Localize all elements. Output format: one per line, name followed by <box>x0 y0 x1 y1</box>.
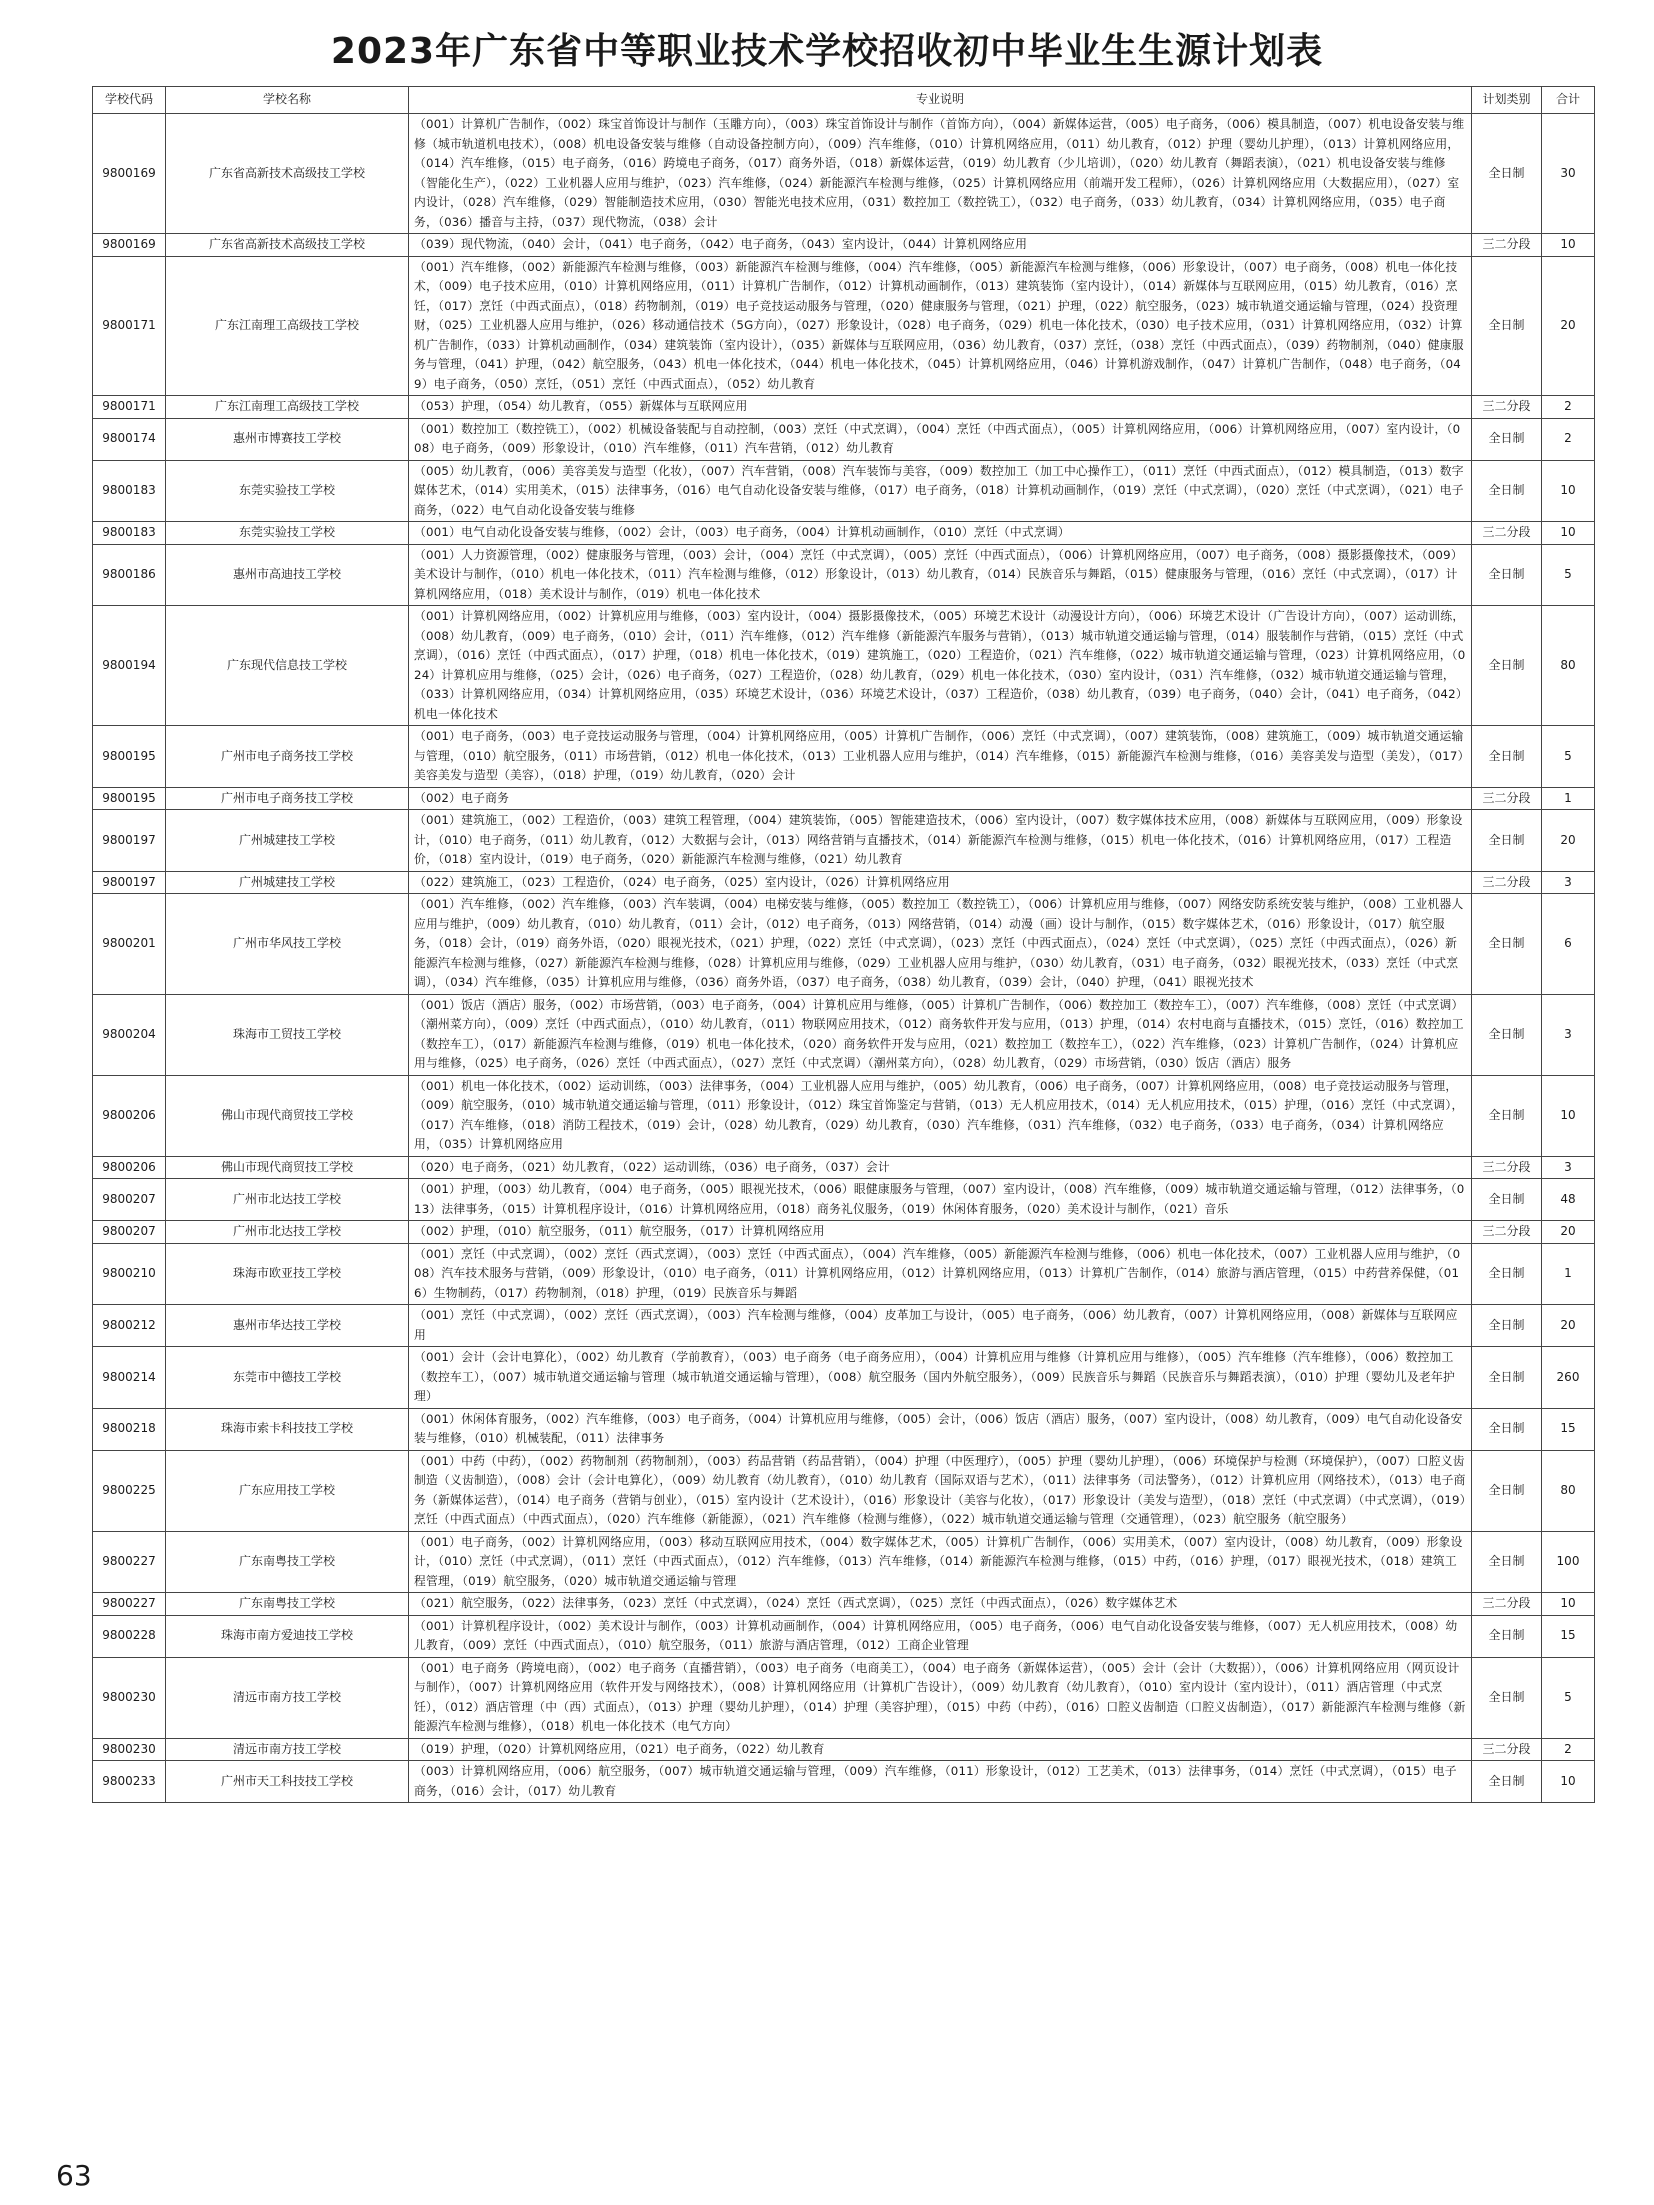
page-number: 63 <box>56 2159 92 2192</box>
table-row <box>93 1761 1595 1803</box>
table-row <box>93 1408 1595 1450</box>
cell-total: 3 <box>1542 871 1595 894</box>
table-header-row <box>93 87 1595 114</box>
cell-total: 6 <box>1542 894 1595 995</box>
cell-school-code: 9800195 <box>93 726 166 788</box>
cell-major-description: （001）电气自动化设备安装与维修，（002）会计，（003）电子商务，（004）计算机动画制作，（010）烹饪（中式烹调） <box>409 522 1472 545</box>
cell-major-description: （001）计算机广告制作，（002）珠宝首饰设计与制作（玉雕方向），（003）珠宝首饰设计与制作（首饰方向），（004）新媒体运营，（005）电子商务，（006）模具制造，（007）机电设备安装与维修（城市轨道机电技术），（008）机电设备安装与维修（自动设备控制方向），（009）汽车维修，（010）计算机网络应用，（011）幼儿教育，（012）护理（婴幼儿护理），（013）计算机网络应用，（014）汽车维修，（015）电子商务，（016）跨境电子商务，（017）商务外语，（018）新媒体运营，（019）幼儿教育（少儿培训），（020）幼儿教育（舞蹈表演），（021）机电设备安装与维修（智能化生产），（022）工业机器人应用与维护，（023）汽车维修，（024）新能源汽车检测与维修，（025）计算机网络应用（前端开发工程师），（026）计算机网络应用（大数据应用），（027）室内设计，（028）汽车维修，（029）智能制造技术应用，（030）智能光电技术应用，（031）数控加工（数控铣工），（032）电子商务，（033）幼儿教育，（034）计算机网络应用，（035）电子商务，（036）播音与主持，（037）现代物流，（038）会计 <box>409 114 1472 234</box>
cell-major-description: （039）现代物流，（040）会计，（041）电子商务，（042）电子商务，（043）室内设计，（044）计算机网络应用 <box>409 234 1472 257</box>
cell-major-description: （001）计算机网络应用，（002）计算机应用与维修，（003）室内设计，（004）摄影摄像技术，（005）环境艺术设计（动漫设计方向），（006）环境艺术设计（广告设计方向），（007）运动训练，（008）幼儿教育，（009）电子商务，（010）会计，（011）汽车维修，（012）汽车维修（新能源汽车服务与营销），（013）城市轨道交通运输与管理，（014）服装制作与营销，（015）烹饪（中式烹调），（016）烹饪（中西式面点），（017）护理，（018）机电一体化技术，（019）建筑施工，（020）工程造价，（021）汽车维修，（022）城市轨道交通运输与管理，（023）计算机网络应用，（024）计算机应用与维修，（025）会计，（026）电子商务，（027）工程造价，（028）幼儿教育，（029）机电一体化技术，（030）室内设计，（031）汽车维修，（032）城市轨道交通运输与管理，（033）计算机网络应用，（034）计算机网络应用，（035）环境艺术设计，（036）环境艺术设计，（037）工程造价，（038）幼儿教育，（039）电子商务，（040）会计，（041）电子商务，（042）机电一体化技术 <box>409 606 1472 726</box>
cell-plan-type: 全日制 <box>1472 1761 1542 1803</box>
cell-total: 5 <box>1542 544 1595 606</box>
table-row <box>93 1075 1595 1156</box>
cell-plan-type: 全日制 <box>1472 418 1542 460</box>
cell-total: 100 <box>1542 1531 1595 1593</box>
cell-plan-type: 全日制 <box>1472 1450 1542 1531</box>
cell-school-name: 广东江南理工高级技工学校 <box>166 256 409 396</box>
cell-school-name: 广东应用技工学校 <box>166 1450 409 1531</box>
cell-school-name: 惠州市华达技工学校 <box>166 1305 409 1347</box>
cell-school-name: 广州市天工科技技工学校 <box>166 1761 409 1803</box>
table-row <box>93 544 1595 606</box>
cell-school-name: 东莞市中德技工学校 <box>166 1347 409 1409</box>
cell-major-description: （001）汽车维修，（002）新能源汽车检测与维修，（003）新能源汽车检测与维修，（004）汽车维修，（005）新能源汽车检测与维修，（006）形象设计，（007）电子商务，（008）机电一体化技术，（009）电子技术应用，（010）计算机网络应用，（011）计算机广告制作，（012）计算机动画制作，（013）建筑装饰（室内设计），（014）新媒体与互联网应用，（015）幼儿教育，（016）烹饪，（017）烹饪（中西式面点），（018）药物制剂，（019）电子竞技运动服务与管理，（020）健康服务与管理，（021）护理，（022）航空服务，（023）城市轨道交通运输与管理，（024）投资理财，（025）工业机器人应用与维护，（026）移动通信技术（5G方向），（027）形象设计，（028）电子商务，（029）机电一体化技术，（030）电子技术应用，（031）计算机网络应用，（032）计算机广告制作，（033）计算机动画制作，（034）建筑装饰（室内设计），（035）新媒体与互联网应用，（036）幼儿教育，（037）烹饪，（038）烹饪（中西式面点），（039）药物制剂，（040）健康服务与管理，（041）护理，（042）航空服务，（043）机电一体化技术，（044）机电一体化技术，（045）计算机网络应用，（046）计算机游戏制作，（047）计算机广告制作，（048）电子商务，（049）电子商务，（050）烹饪，（051）烹饪（中西式面点），（052）幼儿教育 <box>409 256 1472 396</box>
table-row <box>93 810 1595 872</box>
cell-school-name: 清远市南方技工学校 <box>166 1738 409 1761</box>
cell-major-description: （001）计算机程序设计，（002）美术设计与制作，（003）计算机动画制作，（004）计算机网络应用，（005）电子商务，（006）电气自动化设备安装与维修，（007）无人机应用技术，（008）幼儿教育，（009）烹饪（中西式面点），（010）航空服务，（011）旅游与酒店管理，（012）工商企业管理 <box>409 1615 1472 1657</box>
cell-total: 3 <box>1542 994 1595 1075</box>
cell-plan-type: 全日制 <box>1472 606 1542 726</box>
table-body <box>93 114 1595 1803</box>
cell-plan-type: 全日制 <box>1472 460 1542 522</box>
cell-school-code: 9800195 <box>93 787 166 810</box>
cell-major-description: （019）护理，（020）计算机网络应用，（021）电子商务，（022）幼儿教育 <box>409 1738 1472 1761</box>
cell-plan-type: 全日制 <box>1472 994 1542 1075</box>
cell-total: 10 <box>1542 460 1595 522</box>
cell-major-description: （001）休闲体育服务，（002）汽车维修，（003）电子商务，（004）计算机应用与维修，（005）会计，（006）饭店（酒店）服务，（007）室内设计，（008）幼儿教育，（009）电气自动化设备安装与维修，（010）机械装配，（011）法律事务 <box>409 1408 1472 1450</box>
table-row <box>93 1305 1595 1347</box>
cell-total: 15 <box>1542 1408 1595 1450</box>
cell-school-name: 珠海市南方爱迪技工学校 <box>166 1615 409 1657</box>
cell-plan-type: 全日制 <box>1472 810 1542 872</box>
cell-school-name: 广州市北达技工学校 <box>166 1221 409 1244</box>
table-row <box>93 1221 1595 1244</box>
cell-total: 20 <box>1542 810 1595 872</box>
cell-plan-type: 全日制 <box>1472 1305 1542 1347</box>
cell-school-name: 广州市电子商务技工学校 <box>166 726 409 788</box>
cell-total: 10 <box>1542 1593 1595 1616</box>
table-row <box>93 994 1595 1075</box>
plan-table <box>92 86 1595 1803</box>
cell-total: 48 <box>1542 1179 1595 1221</box>
table-row <box>93 1531 1595 1593</box>
cell-plan-type: 全日制 <box>1472 114 1542 234</box>
cell-school-code: 9800233 <box>93 1761 166 1803</box>
cell-plan-type: 全日制 <box>1472 1243 1542 1305</box>
table-row <box>93 234 1595 257</box>
cell-plan-type: 全日制 <box>1472 726 1542 788</box>
header-total: 合计 <box>1542 87 1595 114</box>
cell-total: 80 <box>1542 606 1595 726</box>
cell-school-code: 9800169 <box>93 114 166 234</box>
cell-school-code: 9800197 <box>93 871 166 894</box>
cell-school-code: 9800225 <box>93 1450 166 1531</box>
cell-total: 2 <box>1542 1738 1595 1761</box>
cell-school-name: 东莞实验技工学校 <box>166 460 409 522</box>
table-row <box>93 606 1595 726</box>
cell-major-description: （001）数控加工（数控铣工），（002）机械设备装配与自动控制，（003）烹饪（中式烹调），（004）烹饪（中西式面点），（005）计算机网络应用，（006）计算机网络应用，（007）室内设计，（008）电子商务，（009）形象设计，（010）汽车维修，（011）汽车营销，（012）幼儿教育 <box>409 418 1472 460</box>
cell-school-name: 珠海市索卡科技技工学校 <box>166 1408 409 1450</box>
cell-plan-type: 三二分段 <box>1472 871 1542 894</box>
cell-school-name: 珠海市欧亚技工学校 <box>166 1243 409 1305</box>
cell-school-code: 9800230 <box>93 1657 166 1738</box>
table-row <box>93 114 1595 234</box>
cell-school-name: 广州市华风技工学校 <box>166 894 409 995</box>
table-row <box>93 1615 1595 1657</box>
cell-plan-type: 全日制 <box>1472 1615 1542 1657</box>
cell-total: 2 <box>1542 418 1595 460</box>
cell-school-code: 9800207 <box>93 1179 166 1221</box>
cell-total: 5 <box>1542 726 1595 788</box>
cell-school-name: 东莞实验技工学校 <box>166 522 409 545</box>
cell-major-description: （001）电子商务，（002）计算机网络应用，（003）移动互联网应用技术，（004）数字媒体艺术，（005）计算机广告制作，（006）实用美术，（007）室内设计，（008）幼儿教育，（009）形象设计，（010）烹饪（中式烹调），（011）烹饪（中西式面点），（012）汽车维修，（013）汽车维修，（014）新能源汽车检测与维修，（015）中药，（016）护理，（017）眼视光技术，（018）建筑工程管理，（019）航空服务，（020）城市轨道交通运输与管理 <box>409 1531 1472 1593</box>
cell-plan-type: 三二分段 <box>1472 522 1542 545</box>
cell-major-description: （022）建筑施工，（023）工程造价，（024）电子商务，（025）室内设计，（026）计算机网络应用 <box>409 871 1472 894</box>
table-row <box>93 1657 1595 1738</box>
cell-total: 20 <box>1542 1221 1595 1244</box>
table-row <box>93 1738 1595 1761</box>
cell-school-code: 9800171 <box>93 256 166 396</box>
table-row <box>93 522 1595 545</box>
cell-school-code: 9800227 <box>93 1531 166 1593</box>
cell-school-name: 广州城建技工学校 <box>166 871 409 894</box>
cell-plan-type: 三二分段 <box>1472 1156 1542 1179</box>
cell-major-description: （001）烹饪（中式烹调），（002）烹饪（西式烹调），（003）汽车检测与维修，（004）皮革加工与设计，（005）电子商务，（006）幼儿教育，（007）计算机网络应用，（008）新媒体与互联网应用 <box>409 1305 1472 1347</box>
cell-school-code: 9800228 <box>93 1615 166 1657</box>
cell-school-code: 9800214 <box>93 1347 166 1409</box>
cell-school-code: 9800171 <box>93 396 166 419</box>
cell-plan-type: 全日制 <box>1472 1408 1542 1450</box>
cell-school-code: 9800169 <box>93 234 166 257</box>
cell-total: 3 <box>1542 1156 1595 1179</box>
cell-plan-type: 全日制 <box>1472 256 1542 396</box>
cell-school-name: 广东省高新技术高级技工学校 <box>166 114 409 234</box>
cell-major-description: （001）电子商务（跨境电商），（002）电子商务（直播营销），（003）电子商务（电商美工），（004）电子商务（新媒体运营），（005）会计（会计（大数据）），（006）计算机网络应用（网页设计与制作），（007）计算机网络应用（软件开发与网络技术），（008）计算机网络应用（计算机广告设计），（009）幼儿教育（幼儿教育），（010）室内设计（室内设计），（011）酒店管理（中式烹饪），（012）酒店管理（中（西）式面点），（013）护理（婴幼儿护理），（014）护理（美容护理），（015）中药（中药），（016）口腔义齿制造（口腔义齿制造），（017）新能源汽车检测与维修（新能源汽车检测与维修），（018）机电一体化技术（电气方向） <box>409 1657 1472 1738</box>
cell-school-code: 9800183 <box>93 522 166 545</box>
cell-school-name: 广州城建技工学校 <box>166 810 409 872</box>
cell-school-code: 9800186 <box>93 544 166 606</box>
cell-plan-type: 全日制 <box>1472 1075 1542 1156</box>
cell-school-name: 广东南粤技工学校 <box>166 1593 409 1616</box>
cell-major-description: （001）饭店（酒店）服务，（002）市场营销，（003）电子商务，（004）计算机应用与维修，（005）计算机广告制作，（006）数控加工（数控车工），（007）汽车维修，（008）烹饪（中式烹调）（潮州菜方向），（009）烹饪（中西式面点），（010）幼儿教育，（011）物联网应用技术，（012）商务软件开发与应用，（013）护理，（014）农村电商与直播技术，（015）烹饪，（016）数控加工（数控车工），（017）新能源汽车检测与维修，（019）机电一体化技术，（020）商务软件开发与应用，（021）数控加工（数控车工），（022）汽车维修，（023）计算机广告制作，（024）计算机应用与维修，（025）电子商务，（026）烹饪（中西式面点），（027）烹饪（中式烹调）（潮州菜方向），（028）幼儿教育，（029）市场营销，（030）饭店（酒店）服务 <box>409 994 1472 1075</box>
cell-school-name: 惠州市高迪技工学校 <box>166 544 409 606</box>
cell-school-code: 9800201 <box>93 894 166 995</box>
cell-school-code: 9800207 <box>93 1221 166 1244</box>
cell-plan-type: 三二分段 <box>1472 396 1542 419</box>
table-row <box>93 256 1595 396</box>
cell-total: 80 <box>1542 1450 1595 1531</box>
table-row <box>93 787 1595 810</box>
cell-major-description: （001）机电一体化技术，（002）运动训练，（003）法律事务，（004）工业机器人应用与维护，（005）幼儿教育，（006）电子商务，（007）计算机网络应用，（008）电子竞技运动服务与管理，（009）航空服务，（010）城市轨道交通运输与管理，（011）形象设计，（012）珠宝首饰鉴定与营销，（013）无人机应用技术，（014）无人机应用技术，（015）护理，（016）烹饪（中式烹调），（017）汽车维修，（018）消防工程技术，（019）会计，（028）幼儿教育，（029）幼儿教育，（030）汽车维修，（031）汽车维修，（032）电子商务，（033）电子商务，（034）计算机网络应用，（035）计算机网络应用 <box>409 1075 1472 1156</box>
cell-major-description: （001）电子商务，（003）电子竞技运动服务与管理，（004）计算机网络应用，（005）计算机广告制作，（006）烹饪（中式烹调），（007）建筑装饰，（008）建筑施工，（009）城市轨道交通运输与管理，（010）航空服务，（011）市场营销，（012）机电一体化技术，（013）工业机器人应用与维护，（014）汽车维修，（015）新能源汽车检测与维修，（016）美容美发与造型（美发），（017）美容美发与造型（美容），（018）护理，（019）幼儿教育，（020）会计 <box>409 726 1472 788</box>
cell-school-code: 9800206 <box>93 1156 166 1179</box>
cell-major-description: （001）中药（中药），（002）药物制剂（药物制剂），（003）药品营销（药品营销），（004）护理（中医理疗），（005）护理（婴幼儿护理），（006）环境保护与检测（环境保护），（007）口腔义齿制造（义齿制造），（008）会计（会计电算化），（009）幼儿教育（幼儿教育），（010）幼儿教育（国际双语与艺术），（011）法律事务（司法警务），（012）计算机应用（网络技术），（013）电子商务（新媒体运营），（014）电子商务（营销与创业），（015）室内设计（艺术设计），（016）形象设计（美容与化妆），（017）形象设计（美发与造型），（018）烹饪（中式烹调）（中式烹调），（019）烹饪（中西式面点）（中西式面点），（020）汽车维修（新能源），（021）汽车维修（检测与维修），（022）城市轨道交通运输与管理（交通管理），（023）航空服务（航空服务） <box>409 1450 1472 1531</box>
cell-school-code: 9800210 <box>93 1243 166 1305</box>
table-row <box>93 396 1595 419</box>
cell-plan-type: 全日制 <box>1472 1347 1542 1409</box>
cell-plan-type: 全日制 <box>1472 1657 1542 1738</box>
table-row <box>93 1347 1595 1409</box>
cell-plan-type: 三二分段 <box>1472 1738 1542 1761</box>
cell-total: 15 <box>1542 1615 1595 1657</box>
cell-school-name: 广东江南理工高级技工学校 <box>166 396 409 419</box>
cell-total: 2 <box>1542 396 1595 419</box>
cell-total: 10 <box>1542 1075 1595 1156</box>
cell-school-code: 9800218 <box>93 1408 166 1450</box>
cell-total: 260 <box>1542 1347 1595 1409</box>
cell-school-name: 广州市电子商务技工学校 <box>166 787 409 810</box>
cell-school-name: 广东南粤技工学校 <box>166 1531 409 1593</box>
cell-school-code: 9800227 <box>93 1593 166 1616</box>
cell-major-description: （020）电子商务，（021）幼儿教育，（022）运动训练，（036）电子商务，（037）会计 <box>409 1156 1472 1179</box>
cell-plan-type: 三二分段 <box>1472 1221 1542 1244</box>
cell-major-description: （053）护理，（054）幼儿教育，（055）新媒体与互联网应用 <box>409 396 1472 419</box>
cell-total: 1 <box>1542 1243 1595 1305</box>
cell-school-name: 惠州市博赛技工学校 <box>166 418 409 460</box>
cell-school-name: 广东现代信息技工学校 <box>166 606 409 726</box>
cell-plan-type: 全日制 <box>1472 1179 1542 1221</box>
header-school-code: 学校代码 <box>93 87 166 114</box>
cell-major-description: （001）汽车维修，（002）汽车维修，（003）汽车装调，（004）电梯安装与维修，（005）数控加工（数控铣工），（006）计算机应用与维修，（007）网络安防系统安装与维护，（008）工业机器人应用与维护，（009）幼儿教育，（010）幼儿教育，（011）会计，（012）电子商务，（013）网络营销，（014）动漫（画）设计与制作，（015）数字媒体艺术，（016）形象设计，（017）航空服务，（018）会计，（019）商务外语，（020）眼视光技术，（021）护理，（022）烹饪（中式烹调），（023）烹饪（中西式面点），（024）烹饪（中式烹调），（025）烹饪（中西式面点），（026）新能源汽车检测与维修，（027）新能源汽车检测与维修，（028）计算机应用与维修，（029）工业机器人应用与维护，（030）幼儿教育，（031）电子商务，（032）眼视光技术，（033）烹饪（中式烹调），（034）汽车维修，（035）计算机应用与维修，（036）商务外语，（037）电子商务，（038）幼儿教育，（039）会计，（040）护理，（041）眼视光技术 <box>409 894 1472 995</box>
cell-school-code: 9800197 <box>93 810 166 872</box>
cell-school-name: 广州市北达技工学校 <box>166 1179 409 1221</box>
cell-school-code: 9800206 <box>93 1075 166 1156</box>
table-row <box>93 1179 1595 1221</box>
cell-school-name: 清远市南方技工学校 <box>166 1657 409 1738</box>
cell-major-description: （001）烹饪（中式烹调），（002）烹饪（西式烹调），（003）烹饪（中西式面点），（004）汽车维修，（005）新能源汽车检测与维修，（006）机电一体化技术，（007）工业机器人应用与维护，（008）汽车技术服务与营销，（009）形象设计，（010）电子商务，（011）计算机网络应用，（012）计算机网络应用，（013）计算机广告制作，（014）旅游与酒店管理，（015）中药营养保健，（016）生物制药，（017）药物制剂，（018）护理，（019）民族音乐与舞蹈 <box>409 1243 1472 1305</box>
cell-plan-type: 三二分段 <box>1472 787 1542 810</box>
table-row <box>93 1450 1595 1531</box>
plan-table-container <box>92 86 1594 1803</box>
cell-school-name: 珠海市工贸技工学校 <box>166 994 409 1075</box>
cell-major-description: （002）电子商务 <box>409 787 1472 810</box>
cell-school-name: 佛山市现代商贸技工学校 <box>166 1075 409 1156</box>
cell-total: 20 <box>1542 256 1595 396</box>
cell-major-description: （001）护理，（003）幼儿教育，（004）电子商务，（005）眼视光技术，（006）眼健康服务与管理，（007）室内设计，（008）汽车维修，（009）城市轨道交通运输与管理，（012）法律事务，（013）法律事务，（015）计算机程序设计，（016）计算机网络应用，（018）商务礼仪服务，（019）休闲体育服务，（020）美术设计与制作，（021）音乐 <box>409 1179 1472 1221</box>
cell-school-name: 佛山市现代商贸技工学校 <box>166 1156 409 1179</box>
cell-plan-type: 全日制 <box>1472 544 1542 606</box>
cell-major-description: （001）会计（会计电算化），（002）幼儿教育（学前教育），（003）电子商务（电子商务应用），（004）计算机应用与维修（计算机应用与维修），（005）汽车维修（汽车维修），（006）数控加工（数控车工），（007）城市轨道交通运输与管理（城市轨道交通运输与管理），（008）航空服务（国内外航空服务），（009）民族音乐与舞蹈（民族音乐与舞蹈表演），（010）护理（婴幼儿及老年护理） <box>409 1347 1472 1409</box>
cell-major-description: （005）幼儿教育，（006）美容美发与造型（化妆），（007）汽车营销，（008）汽车装饰与美容，（009）数控加工（加工中心操作工），（011）烹饪（中西式面点），（012）模具制造，（013）数字媒体艺术，（014）实用美术，（015）法律事务，（016）电气自动化设备安装与维修，（017）电子商务，（018）计算机动画制作，（019）烹饪（中式烹调），（020）烹饪（中式烹调），（021）电子商务，（022）电气自动化设备安装与维修 <box>409 460 1472 522</box>
cell-total: 20 <box>1542 1305 1595 1347</box>
cell-major-description: （003）计算机网络应用，（006）航空服务，（007）城市轨道交通运输与管理，（009）汽车维修，（011）形象设计，（012）工艺美术，（013）法律事务，（014）烹饪（中式烹调），（015）电子商务，（016）会计，（017）幼儿教育 <box>409 1761 1472 1803</box>
cell-total: 30 <box>1542 114 1595 234</box>
table-row <box>93 726 1595 788</box>
cell-plan-type: 三二分段 <box>1472 234 1542 257</box>
table-row <box>93 1593 1595 1616</box>
cell-total: 1 <box>1542 787 1595 810</box>
cell-school-code: 9800204 <box>93 994 166 1075</box>
cell-major-description: （002）护理，（010）航空服务，（011）航空服务，（017）计算机网络应用 <box>409 1221 1472 1244</box>
cell-school-code: 9800194 <box>93 606 166 726</box>
table-row <box>93 460 1595 522</box>
cell-school-code: 9800183 <box>93 460 166 522</box>
header-major-description: 专业说明 <box>409 87 1472 114</box>
cell-school-code: 9800212 <box>93 1305 166 1347</box>
cell-school-code: 9800230 <box>93 1738 166 1761</box>
page-title: 2023年广东省中等职业技术学校招收初中毕业生生源计划表 <box>330 31 1324 72</box>
cell-plan-type: 全日制 <box>1472 894 1542 995</box>
cell-total: 10 <box>1542 1761 1595 1803</box>
table-row <box>93 871 1595 894</box>
cell-major-description: （001）人力资源管理，（002）健康服务与管理，（003）会计，（004）烹饪（中式烹调），（005）烹饪（中西式面点），（006）计算机网络应用，（007）电子商务，（008）摄影摄像技术，（009）美术设计与制作，（010）机电一体化技术，（011）汽车检测与维修，（012）形象设计，（013）幼儿教育，（014）民族音乐与舞蹈，（015）健康服务与管理，（016）烹饪（中式烹调），（017）计算机网络应用，（018）美术设计与制作，（019）机电一体化技术 <box>409 544 1472 606</box>
header-plan-type: 计划类别 <box>1472 87 1542 114</box>
cell-school-name: 广东省高新技术高级技工学校 <box>166 234 409 257</box>
table-row <box>93 894 1595 995</box>
cell-plan-type: 全日制 <box>1472 1531 1542 1593</box>
cell-major-description: （021）航空服务，（022）法律事务，（023）烹饪（中式烹调），（024）烹饪（西式烹调），（025）烹饪（中西式面点），（026）数字媒体艺术 <box>409 1593 1472 1616</box>
header-school-name: 学校名称 <box>166 87 409 114</box>
cell-total: 10 <box>1542 522 1595 545</box>
cell-total: 5 <box>1542 1657 1595 1738</box>
cell-plan-type: 三二分段 <box>1472 1593 1542 1616</box>
cell-major-description: （001）建筑施工，（002）工程造价，（003）建筑工程管理，（004）建筑装饰，（005）智能建造技术，（006）室内设计，（007）数字媒体技术应用，（008）新媒体与互联网应用，（009）形象设计，（010）电子商务，（011）幼儿教育，（012）大数据与会计，（013）网络营销与直播技术，（014）新能源汽车检测与维修，（015）机电一体化技术，（016）计算机网络应用，（017）工程造价，（018）室内设计，（019）电子商务，（020）新能源汽车检测与维修，（021）幼儿教育 <box>409 810 1472 872</box>
cell-total: 10 <box>1542 234 1595 257</box>
table-row <box>93 1243 1595 1305</box>
table-row <box>93 418 1595 460</box>
table-row <box>93 1156 1595 1179</box>
cell-school-code: 9800174 <box>93 418 166 460</box>
